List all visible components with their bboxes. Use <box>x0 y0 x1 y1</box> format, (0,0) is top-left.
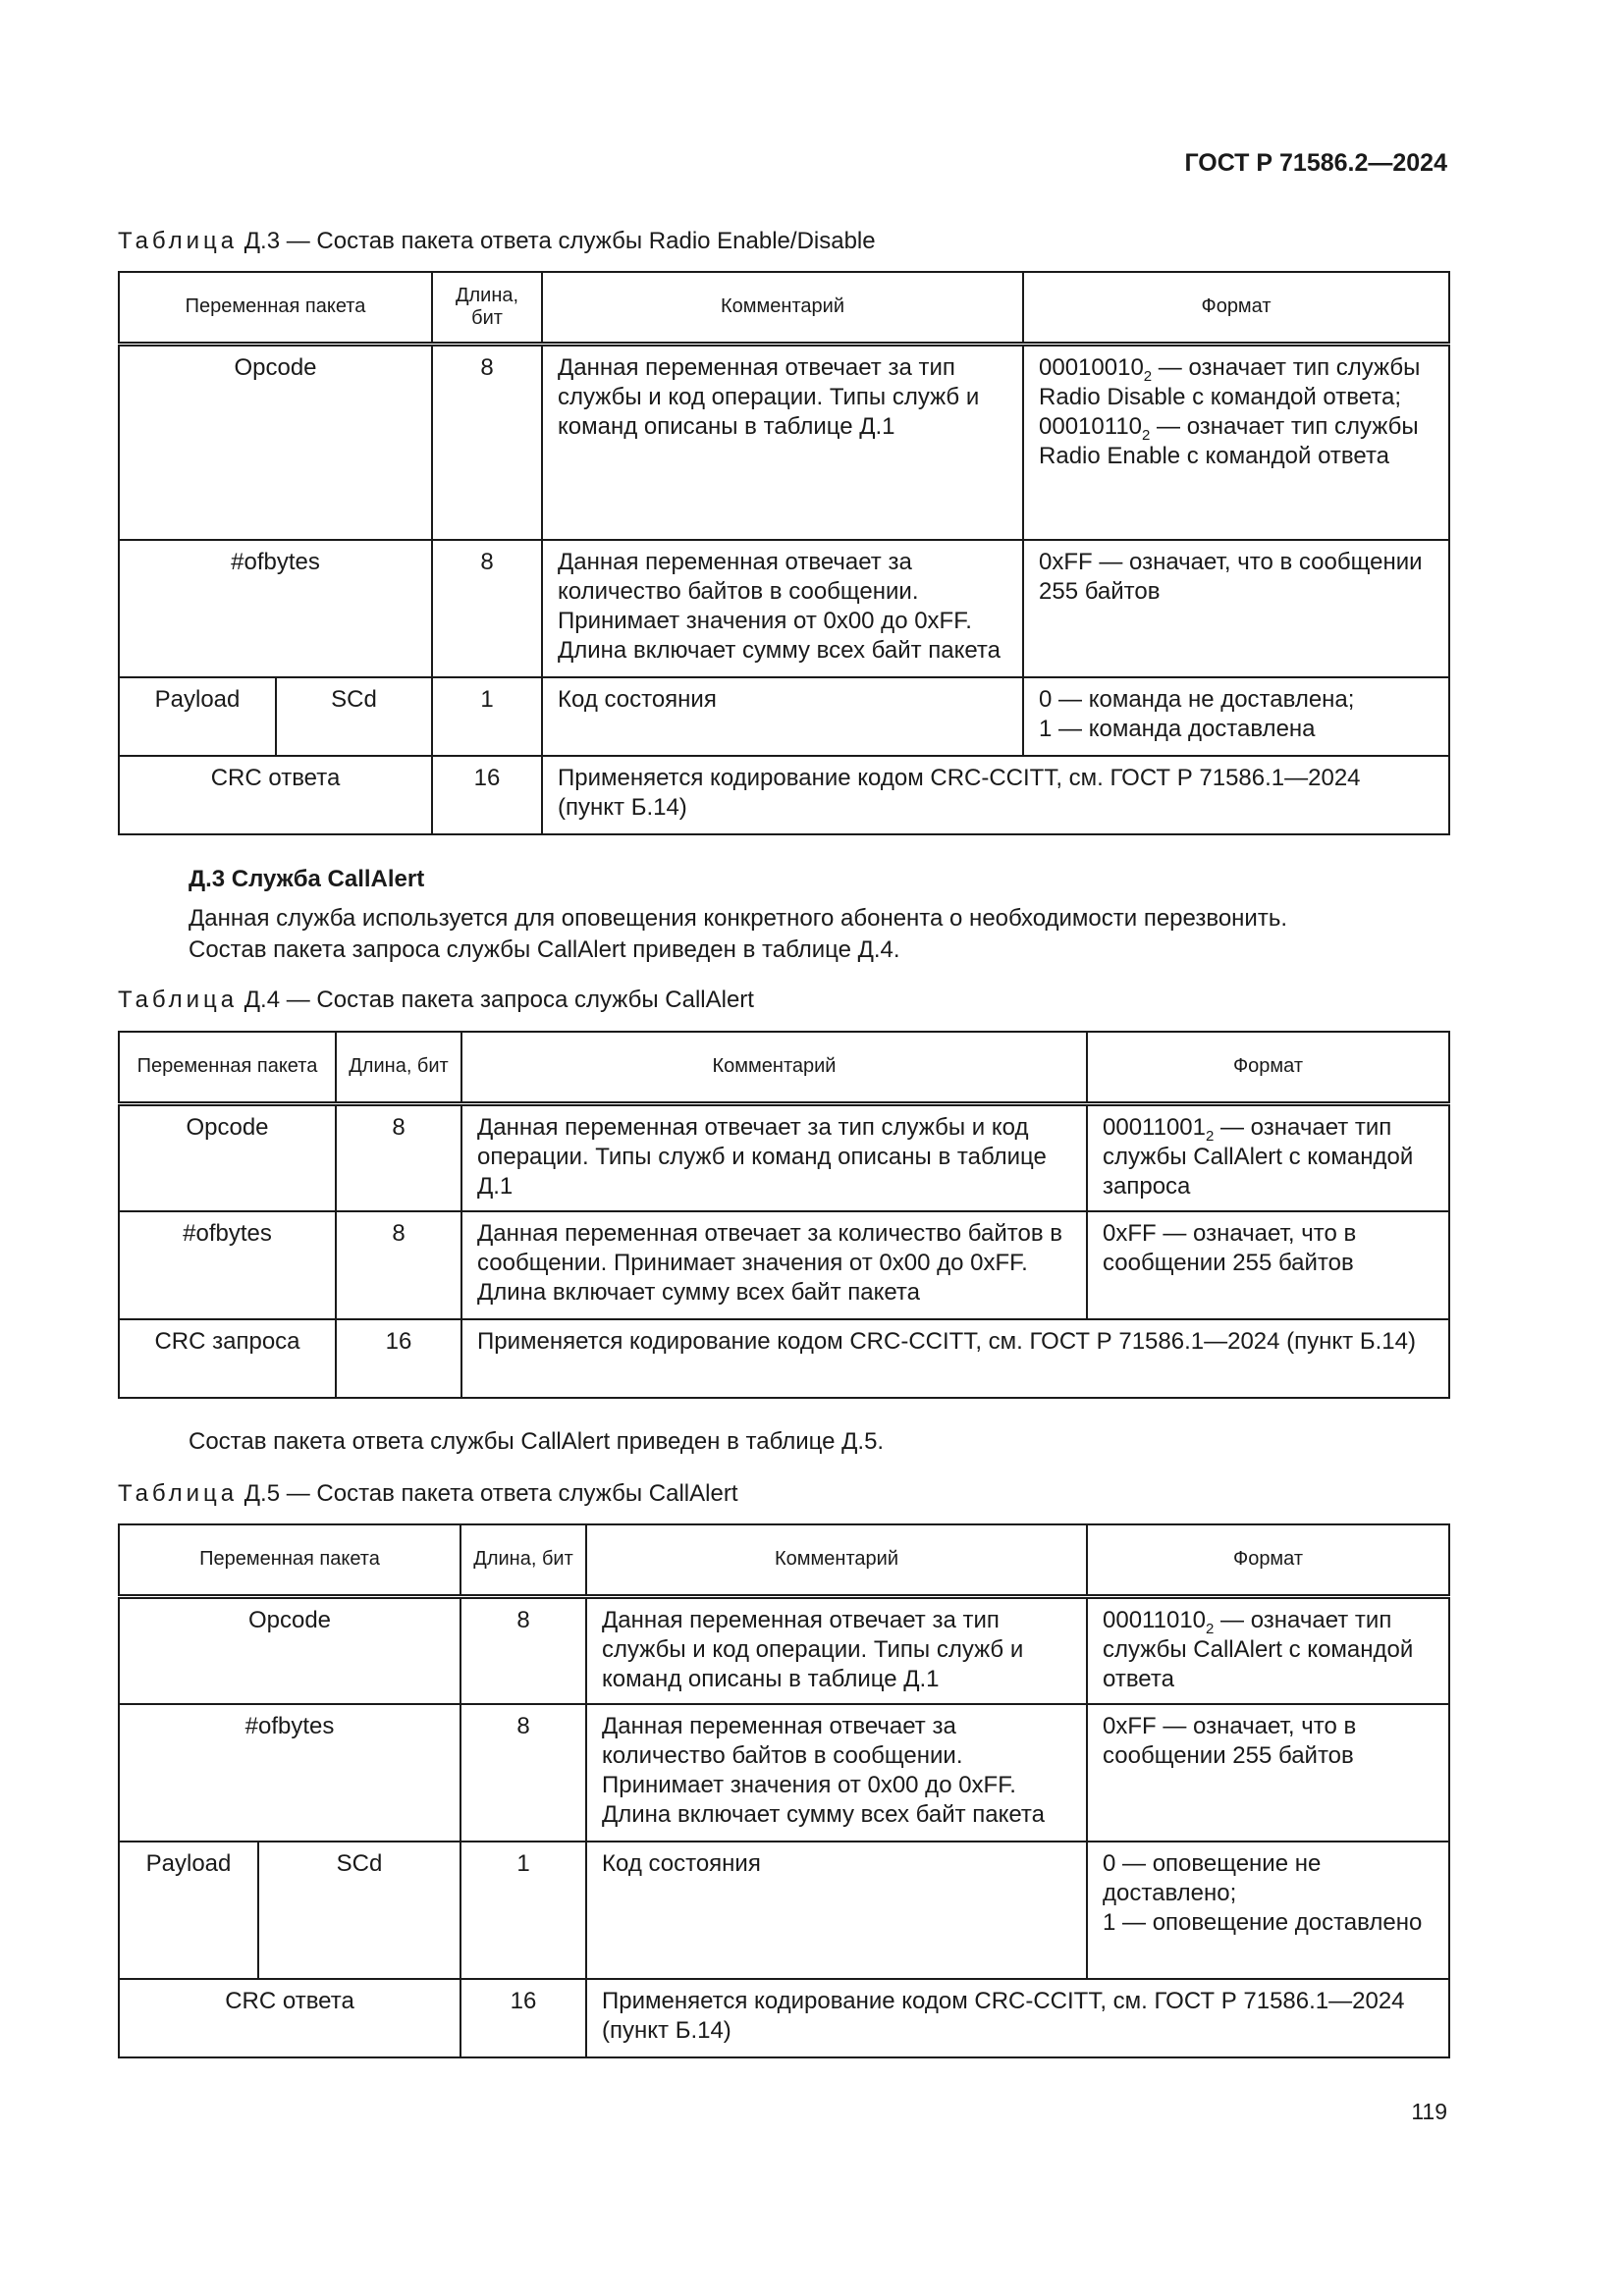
format-code-subscript: 2 <box>1142 426 1151 444</box>
section-title: Д.3 Служба CallAlert <box>189 866 425 892</box>
cell-variable: #ofbytes <box>119 1704 460 1842</box>
cell-length: 16 <box>432 756 542 834</box>
table-d5-caption <box>118 1480 738 1508</box>
cell-length: 16 <box>336 1319 461 1398</box>
table-row <box>119 756 1449 834</box>
format-text: — означает тип службы CallAlert с командой ответа <box>1103 1606 1414 1692</box>
table-d4-caption <box>118 987 754 1014</box>
header-format: Формат <box>1087 1524 1449 1596</box>
cell-format: 0xFF — означает, что в сообщении 255 байтов <box>1087 1211 1449 1319</box>
format-code: 00010010 <box>1039 353 1144 381</box>
caption-label: Таблица <box>118 987 239 1013</box>
header-comment: Комментарий <box>542 272 1023 344</box>
format-line: 0 — команда не доставлена; <box>1039 686 1355 713</box>
cell-variable: #ofbytes <box>119 1211 336 1319</box>
page-number: 119 <box>1411 2099 1447 2124</box>
cell-variable: Payload <box>119 677 276 756</box>
format-code: 00010110 <box>1039 412 1143 440</box>
table-header-row <box>119 1524 1449 1596</box>
cell-variable: Opcode <box>119 1103 336 1211</box>
cell-format: 0xFF — означает, что в сообщении 255 байтов <box>1023 540 1449 677</box>
table-row <box>119 540 1449 677</box>
cell-comment: Применяется кодирование кодом CRC-CCITT, см. ГОСТ Р 71586.1—2024 (пункт Б.14) <box>542 756 1449 834</box>
cell-variable: CRC ответа <box>119 756 432 834</box>
format-code: 00011010 <box>1103 1606 1207 1633</box>
cell-comment: Данная переменная отвечает за количество байтов в сообщении. Принимает значения от 0x00 до 0xFF. Длина включает сумму всех байт пакета <box>461 1211 1087 1319</box>
table-header-row <box>119 272 1449 344</box>
format-text: — означает тип службы Radio Disable с командой ответа; <box>1039 353 1421 410</box>
cell-comment: Код состояния <box>586 1842 1087 1979</box>
cell-variable: #ofbytes <box>119 540 432 677</box>
table-row <box>119 677 1449 756</box>
cell-comment: Данная переменная отвечает за тип службы и код операции. Типы служб и команд описаны в таблице Д.1 <box>586 1596 1087 1704</box>
format-text: — означает тип службы CallAlert с командой запроса <box>1103 1113 1414 1200</box>
cell-length: 1 <box>432 677 542 756</box>
cell-length: 8 <box>336 1211 461 1319</box>
cell-subvariable: SCd <box>258 1842 460 1979</box>
header-variable: Переменная пакета <box>119 1524 460 1596</box>
header-length: Длина, бит <box>432 272 542 344</box>
cell-comment: Данная переменная отвечает за количество байтов в сообщении. Принимает значения от 0x00 до 0xFF. Длина включает сумму всех байт пакета <box>542 540 1023 677</box>
table-d3-caption <box>118 228 876 255</box>
cell-variable: Opcode <box>119 344 432 540</box>
cell-comment: Применяется кодирование кодом CRC-CCITT, см. ГОСТ Р 71586.1—2024 (пункт Б.14) <box>586 1979 1449 2057</box>
cell-format <box>1087 1596 1449 1704</box>
table-row <box>119 1319 1449 1398</box>
cell-length: 1 <box>460 1842 586 1979</box>
header-variable: Переменная пакета <box>119 1032 336 1103</box>
paragraph: Состав пакета ответа службы CallAlert приведен в таблице Д.5. <box>189 1428 885 1455</box>
table-header-row <box>119 1032 1449 1103</box>
table-d5 <box>118 1523 1450 2058</box>
cell-comment: Применяется кодирование кодом CRC-CCITT, см. ГОСТ Р 71586.1—2024 (пункт Б.14) <box>461 1319 1449 1398</box>
table-d3 <box>118 271 1450 835</box>
cell-comment: Код состояния <box>542 677 1023 756</box>
format-text: — означает тип службы Radio Enable с командой ответа <box>1039 412 1419 469</box>
caption-text: Д.4 — Состав пакета запроса службы CallAlert <box>238 987 754 1013</box>
header-format: Формат <box>1023 272 1449 344</box>
cell-comment: Данная переменная отвечает за количество байтов в сообщении. Принимает значения от 0x00 до 0xFF. Длина включает сумму всех байт пакета <box>586 1704 1087 1842</box>
document-header: ГОСТ Р 71586.2—2024 <box>1184 149 1447 177</box>
table-row <box>119 1211 1449 1319</box>
cell-variable: CRC ответа <box>119 1979 460 2057</box>
header-length: Длина, бит <box>336 1032 461 1103</box>
cell-subvariable: SCd <box>276 677 432 756</box>
table-row <box>119 1842 1449 1979</box>
cell-length: 8 <box>336 1103 461 1211</box>
cell-length: 8 <box>460 1596 586 1704</box>
format-line: 1 — оповещение доставлено <box>1103 1909 1423 1936</box>
cell-variable: Opcode <box>119 1596 460 1704</box>
table-row <box>119 1979 1449 2057</box>
cell-variable: CRC запроса <box>119 1319 336 1398</box>
cell-length: 8 <box>432 344 542 540</box>
header-comment: Комментарий <box>461 1032 1087 1103</box>
header-comment: Комментарий <box>586 1524 1087 1596</box>
caption-text: Д.5 — Состав пакета ответа службы CallAlert <box>238 1480 738 1507</box>
cell-format <box>1087 1842 1449 1979</box>
cell-format <box>1023 677 1449 756</box>
format-code-subscript: 2 <box>1143 367 1153 385</box>
cell-format <box>1023 344 1449 540</box>
header-variable: Переменная пакета <box>119 272 432 344</box>
cell-variable: Payload <box>119 1842 258 1979</box>
table-row <box>119 1103 1449 1211</box>
caption-label: Таблица <box>118 228 239 254</box>
cell-comment: Данная переменная отвечает за тип службы и код операции. Типы служб и команд описаны в таблице Д.1 <box>542 344 1023 540</box>
header-length: Длина, бит <box>460 1524 586 1596</box>
caption-text: Д.3 — Состав пакета ответа службы Radio Enable/Disable <box>238 228 876 254</box>
caption-label: Таблица <box>118 1480 239 1507</box>
format-line: 1 — команда доставлена <box>1039 716 1316 742</box>
format-line: 0 — оповещение не доставлено; <box>1103 1850 1322 1906</box>
cell-length: 8 <box>460 1704 586 1842</box>
table-d4 <box>118 1031 1450 1399</box>
cell-format: 0xFF — означает, что в сообщении 255 байтов <box>1087 1704 1449 1842</box>
paragraph: Состав пакета запроса службы CallAlert приведен в таблице Д.4. <box>189 936 900 963</box>
table-row <box>119 344 1449 540</box>
table-row <box>119 1596 1449 1704</box>
header-format: Формат <box>1087 1032 1449 1103</box>
table-row <box>119 1704 1449 1842</box>
cell-comment: Данная переменная отвечает за тип службы и код операции. Типы служб и команд описаны в таблице Д.1 <box>461 1103 1087 1211</box>
format-code-subscript: 2 <box>1206 1620 1215 1637</box>
cell-format <box>1087 1103 1449 1211</box>
cell-length: 8 <box>432 540 542 677</box>
format-code: 00011001 <box>1103 1113 1206 1141</box>
paragraph: Данная служба используется для оповещения конкретного абонента о необходимости перезвонить. <box>189 905 1287 932</box>
cell-length: 16 <box>460 1979 586 2057</box>
format-code-subscript: 2 <box>1206 1127 1215 1145</box>
